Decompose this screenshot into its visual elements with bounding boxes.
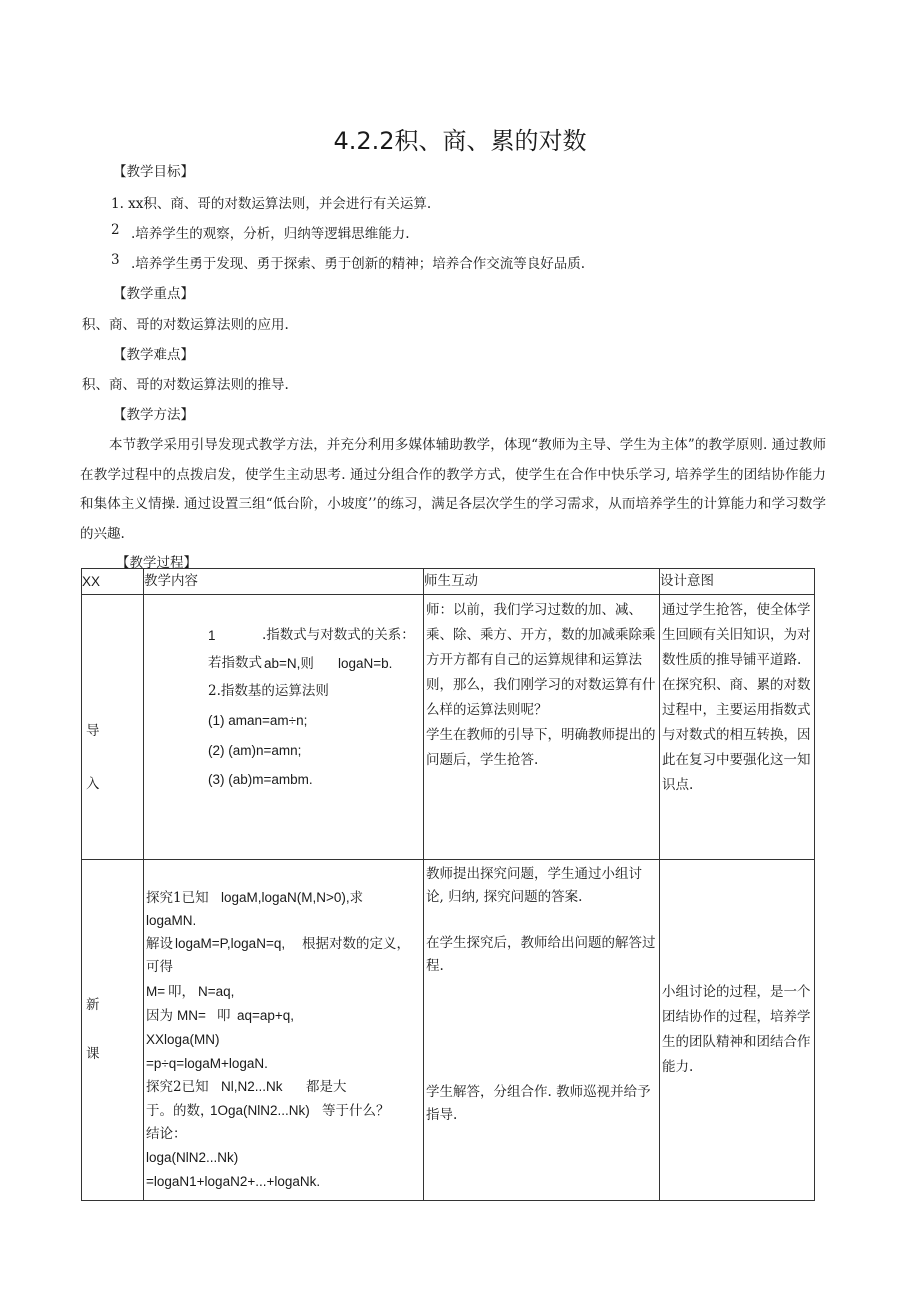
intro-design-text-2: 在探究积、商、累的对数过程中，主要运用指数式与对数式的相互转换，因此在复习中要强化这一知识点. [662, 677, 811, 793]
nl-line-4: 可得 [146, 959, 173, 975]
nl-line-6b: MN= [177, 1008, 206, 1023]
process-heading: 【教学过程】 [116, 555, 197, 571]
table-row [82, 860, 815, 1201]
intro-line-1: .指数式与对数式的关系： [262, 627, 415, 643]
nl-line-6a: 因为 [146, 1008, 173, 1024]
nl-line-3c: 根据对数的定义， [302, 936, 410, 952]
goal-item-2-number: 2 [111, 222, 120, 238]
intro-interaction-text-2: 学生在教师的引导下，明确教师提出的问题后，学生抢答. [426, 727, 656, 768]
header-interaction: 师生互动 [424, 569, 660, 595]
difficulty-heading: 【教学难点】 [113, 347, 194, 363]
header-content: 教学内容 [144, 569, 424, 595]
goal-item-3-number: 3 [111, 252, 120, 268]
intro-design-cell [660, 595, 815, 860]
stage-intro-char-1: 导 [86, 723, 100, 739]
nl-line-7: XXloga(MN) [146, 1032, 220, 1047]
table-header-row [82, 569, 815, 595]
stage-intro-cell [82, 595, 144, 860]
newlesson-design-cell [660, 860, 815, 1201]
goal-item-2: .培养学生的观察，分析，归纳等逻辑思维能力. [131, 226, 410, 242]
intro-content-cell [144, 595, 424, 860]
nl-line-10a: 于。的数， [146, 1103, 214, 1119]
intro-line-2a: 若指数式 [208, 655, 262, 671]
nl-line-5c: N=aq, [198, 984, 235, 999]
intro-line-1-number: 1 [208, 628, 216, 643]
nl-line-3a: 解设 [146, 936, 173, 952]
newlesson-interaction-cell [424, 860, 660, 1201]
nl-line-6d: aq=ap+q, [237, 1008, 295, 1023]
nl-line-10c: 等于什么？ [322, 1103, 390, 1119]
nl-line-10b: 1Oga(NlN2...Nk) [210, 1103, 310, 1118]
nl-line-1b: logaM,logaN(M,N>0),求 [221, 890, 364, 905]
stage-newlesson-cell [82, 860, 144, 1201]
intro-line-4: (1) aman=am÷n; [208, 713, 308, 728]
nl-design-text: 小组讨论的过程，是一个团结协作的过程，培养学生的团队精神和团结合作能力. [662, 984, 811, 1075]
goals-heading: 【教学目标】 [113, 164, 194, 180]
newlesson-content-cell [144, 860, 424, 1201]
nl-interaction-1: 教师提出探究问题，学生通过小组讨论, 归纳, 探究问题的答案. [426, 866, 642, 905]
nl-line-9a: 探究2已知 [146, 1079, 209, 1095]
difficulty-text: 积、商、哥的对数运算法则的推导. [82, 377, 289, 393]
nl-line-6c: 叩 [217, 1008, 231, 1024]
nl-line-9c: 都是大 [306, 1079, 347, 1095]
nl-line-2: logaMN. [146, 913, 197, 928]
intro-line-5: (2) (am)n=amn; [208, 743, 302, 758]
goal-item-1: 1. xx积、商、哥的对数运算法则，并会进行有关运算. [111, 196, 432, 212]
nl-line-12: loga(NlN2...Nk) [146, 1150, 239, 1165]
nl-interaction-2: 在学生探究后，教师给出问题的解答过程. [426, 935, 656, 974]
nl-line-5b: 叩， [168, 984, 195, 1000]
goal-item-3: .培养学生勇于发现、勇于探索、勇于创新的精神；培养合作交流等良好品质. [131, 256, 586, 272]
header-stage: XX [82, 569, 144, 595]
method-heading: 【教学方法】 [113, 407, 194, 423]
intro-line-2b: ab=N,则 [264, 656, 314, 671]
lesson-process-table [81, 568, 815, 1201]
intro-line-2c: logaN=b. [338, 656, 393, 671]
key-point-heading: 【教学重点】 [113, 286, 194, 302]
table-row [82, 595, 815, 860]
nl-line-9b: Nl,N2...Nk [221, 1079, 283, 1094]
page-title: 4.2.2积、商、累的对数 [333, 127, 587, 155]
method-paragraph: 本节教学采用引导发现式教学方法，并充分利用多媒体辅助教学，体现“教师为主导、学生为主体”的教学原则. 通过教师在教学过程中的点拨启发，使学生主动思考. 通过分组合作的教学方式，使学生在合作中快乐学习, 培养学生的团结协作能力和集体主义情操. 通过设置三组“低台阶，小坡度’’的练习，满足各层次学生的学习需求，从而培养学生的计算能力和学习数学的兴趣. [80, 437, 826, 542]
nl-line-1a: 探究1已知 [146, 890, 209, 906]
intro-line-6: (3) (ab)m=ambm. [208, 772, 313, 787]
intro-interaction-cell [424, 595, 660, 860]
intro-line-3: 2.指数基的运算法则 [208, 683, 329, 699]
stage-newlesson-char-1: 新 [86, 997, 100, 1013]
key-point-text: 积、商、哥的对数运算法则的应用. [82, 317, 289, 333]
nl-line-13: =logaN1+logaN2+...+logaNk. [146, 1174, 321, 1189]
stage-newlesson-char-2: 课 [86, 1046, 100, 1062]
nl-line-5a: M= [146, 984, 166, 999]
stage-intro-char-2: 入 [86, 776, 100, 792]
nl-interaction-3: 学生解答，分组合作. 教师巡视并给予指导. [426, 1084, 651, 1123]
nl-line-8: =p÷q=logaM+logaN. [146, 1056, 268, 1071]
header-design: 设计意图 [660, 569, 815, 595]
intro-design-text: 通过学生抢答，使全体学生回顾有关旧知识，为对数性质的推导铺平道路. [662, 602, 811, 668]
nl-line-3b: logaM=P,logaN=q, [175, 936, 286, 951]
intro-interaction-text: 师：以前，我们学习过数的加、减、乘、除、乘方、开方，数的加减乘除乘方开方都有自己的运算规律和运算法则，那么，我们刚学习的对数运算有什么样的运算法则呢？ [426, 602, 656, 718]
nl-line-11: 结论： [146, 1126, 187, 1142]
